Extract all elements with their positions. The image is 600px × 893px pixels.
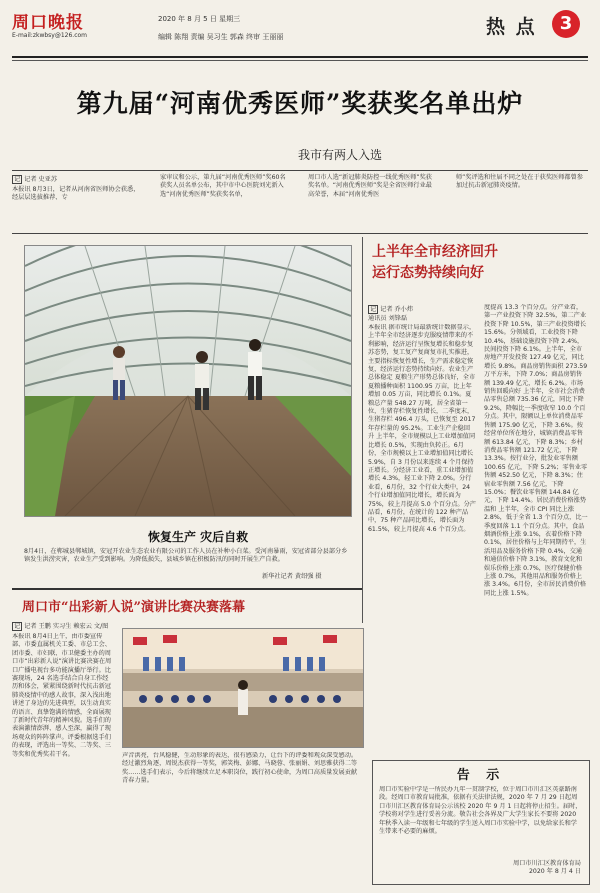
lead-bottom-divider [12, 233, 588, 234]
masthead [12, 8, 588, 62]
dateline: 2020 年 8 月 5 日 星期三 [158, 15, 241, 23]
lead-column-3: 周口市人选“新冠肺炎防控一线优秀医师”奖获奖名单。“河南优秀医师”奖是全省医师行业最高荣誉，本届“河南优秀医 [308, 174, 432, 198]
lead-subtitle: 我市有两人入选 [298, 148, 383, 162]
competition-byline: 记 记者 王鹏 实习生 赖宏云 文/图 [14, 623, 109, 630]
lead-divider [12, 170, 588, 171]
lead-headline: 第九届“河南优秀医师”奖获奖名单出炉 [76, 89, 524, 118]
competition-byline-text: 记者 王鹏 实习生 赖宏云 文/图 [24, 623, 109, 630]
competition-column-1: 本报讯 8月4日上午，由市委宣传部、市委直属机关工委、市总工会、团市委、市妇联、市卫健委主办的周口市“出彩新人说”演讲比赛决赛在周口广播电视台多功能演播厅举行。比赛现场，24 名选手结合自身工作经历和体会，紧紧围绕新时代抗击新冠肺炎疫情中的感人故事，深入浅出地讲述了身边的先进典型，以生动真实的语言、真挚饱满的情感，全面展现了新时代青年的精神风貌。选手们的表演激情澎湃、感人至深，赢得了现场观众的阵阵掌声。评委根据选手们的表现，评选出一等奖、二等奖、三等奖和优秀奖若干名。 [12, 633, 112, 758]
economy-headline-line1: 上半年全市经济回升 [372, 244, 498, 260]
competition-top-rule [12, 588, 362, 590]
competition-column-2: 声音洪亮，台风稳健，生动形象的表达，很有感染力，让台下的评委和观众深受感动。经过激烈角逐，周锐杰获得一等奖，郭笑梅、彭娜、马晓蓉、张丽娟、刘思雅获得二等奖……选手们表示，今后将继续立足本职岗位，践行初心使命，为周口高质量发展贡献青春力量。 [122, 752, 358, 785]
economy-column-1: 本报讯 据市统计局最新统计数据显示，上半年全市经济逐步克服疫情带来的不利影响，经济运行呈恢复增长和稳步复苏态势，复工复产复商复市扎实推进，主要指标恢复性增长，生产需求稳定恢复，经济运行态势持续向好。农业生产总体稳定 夏粮生产形势总体良好，全市夏粮播种面积 1100.95 万亩，比上年增加 0.05 万亩，同比增长 0.1%。夏粮总产量 548.27 万吨，居全省第一位，生猪存栏恢复性增长，二季度末，生猪存栏 496.4 万头，已恢复至 2017 年存栏量的 95.2%。工业生产企稳回升 上半年，全市规模以上工业增加值同比增长 0.5%，实现由负转正。6月份，全市规模以上工业增加值同比增长 5.9%，自 3 月份以来连续 4 个月保持正增长。分经济工业看，重工业增加值增长 4.3%，轻工业下降 2.0%。分行业看，6月份，32 个行业大类中，24 个行业增加值同比增长，增长面为 75%，较上月提高 5.0 个百分点。分产品看，6月份，在统计的 122 种产品中，75 种产品同比增长，增长面为 61.5%，较上月提高 4.6 个百分点。 [368, 324, 476, 533]
photo-caption: 8月4日，在郸城县郸城镇，安冠开农业生态农业有限公司的工作人员在补种小白菜。受河南暴雨，安冠省部分县部分乡镇发生洪涝灾害，农业生产受到影响。为降低损失，县城乡镇在积极防汛的同时开展生产自救。 [24, 548, 348, 564]
lead-column-1: 本报讯 8月3日，记者从河南省医师协会获悉，经层层选拔推荐、专 [12, 186, 140, 202]
photo-credit: 新华社记者 黄绍强 摄 [262, 573, 322, 580]
page-number-badge: 3 [552, 10, 580, 38]
section-title: 热 点 [486, 16, 537, 38]
contact-email: E-mail:zkwbsy@126.com [12, 32, 88, 39]
economy-headline-line2: 运行态势持续向好 [372, 265, 484, 281]
greenhouse-photo [24, 245, 352, 517]
lead-column-2: 家审议和公示，第九届“河南优秀医师”奖60名获奖人员名单公布，其中市中心医院刘光新入选“河南优秀医师”奖获奖名单， [160, 174, 286, 198]
lead-byline-text: 记者 史亚苏 [24, 176, 58, 183]
lead-byline: 记 记者 史亚苏 [14, 176, 58, 183]
notice-signature-date: 2020 年 8 月 4 日 [528, 868, 581, 876]
editor-credits: 编辑 陈翔 责编 吴习生 郭森 终审 王丽丽 [158, 33, 284, 41]
notice-body: 周口市实验中学是一所民办九年一贯制学校，位于周口市川汇区英豪路南段。经周口市教育局批准，依据有关法律法规，2020 年 7 月 29 日起周口市川汇区教育体育局公示该校 2020 年 9 月 1 日起将停止招生。届时，学校将对学生进行妥善分流。敬告社会各界及广大学生家长不要将 2020 年秋季入读一年级和七年级的学生送入周口市实验中学，以免给家长和学生带来不必要的麻烦。 [379, 786, 582, 836]
economy-column-2: 度提高 13.3 个百分点。分产业看，第一产业投资下降 32.5%，第二产业投资下降 10.5%，第三产业投资增长 15.6%。分领域看，工业投资下降 10.4%，基础设施投资下降 2.4%，民间投资下降 6.1%。上半年，全市房地产开发投资 127.49 亿元，同比增长 9.8%。商品房销售面积 273.59 万平方米，下降 7.0%；商品房销售额 139.49 亿元，增长 6.2%。市场销售回暖向好 上半年，全市社会消费品零售总额 735.36 亿元，同比下降 9.2%，降幅比一季度收窄 10.0 个百分点。其中，限额以上单位消费品零售额 175.90 亿元，下降 3.6%。按经营单位所在地分，城镇消费品零售额 613.84 亿元，下降 8.3%；乡村消费品零售额 121.72 亿元，下降 13.3%。按行业分，批发业零售额 100.65 亿元，下降 5.2%；零售业零售额 452.50 亿元，下降 8.3%；住宿业零售额 7.56 亿元，下降 15.0%；餐饮业零售额 144.84 亿元，下降 14.4%。居民消费价格涨势温和 上半年，全市 CPI 同比上涨 2.8%，低于全省 1.3 个百分点，比一季度回落 1.1 个百分点。其中，食品烟酒价格上涨 9.1%，衣着价格下降 0.1%，居住价格与上年同期持平，生活用品及服务价格下降 0.4%，交通和通信价格下降 3.1%，教育文化和娱乐价格上涨 0.7%，医疗保健价格上涨 0.7%，其他用品和服务价格上涨 3.4%。6月份，全市居民消费价格同比上涨 1.5%。 [484, 304, 588, 597]
competition-photo [122, 628, 364, 748]
masthead-rule-thin [12, 60, 588, 61]
stage-illustration [123, 629, 363, 747]
photo-title: 恢复生产 灾后自救 [148, 530, 249, 544]
economy-byline: 记 记者 乔小炜 通讯员 刘锋磊 [368, 306, 414, 322]
economy-byline-reporter: 记者 乔小炜 [380, 306, 414, 313]
newspaper-logo: 周口晚报 [12, 13, 84, 33]
greenhouse-illustration [25, 246, 351, 516]
notice-title: 告 示 [456, 768, 506, 783]
economy-byline-correspondent: 通讯员 刘锋磊 [368, 315, 408, 322]
notice-box [372, 760, 590, 885]
economy-headline [372, 242, 582, 284]
competition-headline: 周口市“出彩新人说”演讲比赛决赛落幕 [22, 600, 245, 615]
masthead-rule [12, 56, 588, 58]
notice-signature-org: 周口市川汇区教育体育局 [512, 860, 581, 867]
column-divider [362, 237, 363, 623]
lead-column-4: 师”奖评选和往届不同之处在于获奖医师都曾参加过抗击新冠肺炎疫情。 [456, 174, 583, 190]
